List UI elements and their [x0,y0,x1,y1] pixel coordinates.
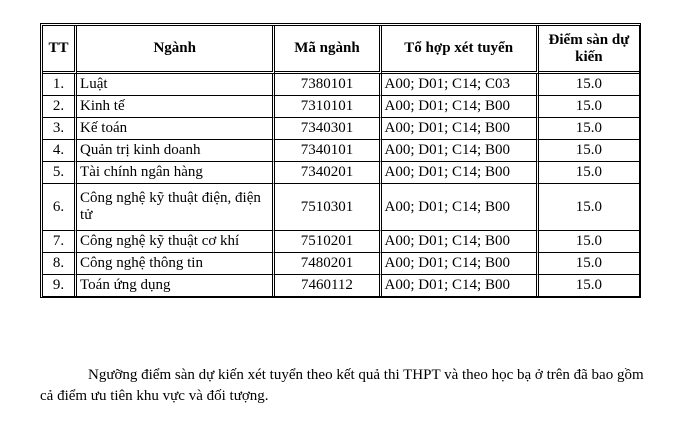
cell-nganh: Kinh tế [77,96,275,118]
cell-ma-nganh: 7380101 [275,74,381,96]
cell-nganh: Quản trị kinh doanh [77,140,275,162]
cell-diem: 15.0 [539,162,639,184]
cell-ma-nganh: 7480201 [275,253,381,275]
cell-diem: 15.0 [539,96,639,118]
cell-to-hop: A00; D01; C14; B00 [382,275,539,296]
table-row [43,231,639,253]
cell-ma-nganh: 7310101 [275,96,381,118]
table-header-row [43,26,639,74]
admission-score-table [40,23,641,298]
cell-ma-nganh: 7510201 [275,231,381,253]
header-diem-san: Điểm sàn dự kiến [539,26,639,74]
cell-nganh: Luật [77,74,275,96]
table-row [43,162,639,184]
cell-tt: 9. [43,275,77,296]
cell-to-hop: A00; D01; C14; B00 [382,140,539,162]
table-row [43,96,639,118]
cell-ma-nganh: 7340301 [275,118,381,140]
cell-diem: 15.0 [539,184,639,231]
cell-ma-nganh: 7510301 [275,184,381,231]
table-row [43,118,639,140]
table-row [43,184,639,231]
cell-nganh: Tài chính ngân hàng [77,162,275,184]
cell-diem: 15.0 [539,253,639,275]
cell-tt: 3. [43,118,77,140]
header-to-hop: Tổ hợp xét tuyển [382,26,539,74]
cell-diem: 15.0 [539,74,639,96]
cell-nganh: Kế toán [77,118,275,140]
cell-to-hop: A00; D01; C14; B00 [382,253,539,275]
cell-to-hop: A00; D01; C14; B00 [382,96,539,118]
table-row [43,275,639,296]
cell-tt: 5. [43,162,77,184]
cell-ma-nganh: 7460112 [275,275,381,296]
cell-tt: 7. [43,231,77,253]
cell-tt: 2. [43,96,77,118]
header-ma-nganh: Mã ngành [275,26,381,74]
cell-ma-nganh: 7340101 [275,140,381,162]
cell-to-hop: A00; D01; C14; B00 [382,184,539,231]
cell-to-hop: A00; D01; C14; B00 [382,118,539,140]
cell-to-hop: A00; D01; C14; B00 [382,162,539,184]
cell-diem: 15.0 [539,118,639,140]
table-row [43,140,639,162]
cell-diem: 15.0 [539,231,639,253]
cell-tt: 8. [43,253,77,275]
cell-tt: 4. [43,140,77,162]
header-nganh: Ngành [77,26,275,74]
cell-nganh: Công nghệ kỹ thuật cơ khí [77,231,275,253]
cell-ma-nganh: 7340201 [275,162,381,184]
cell-diem: 15.0 [539,140,639,162]
cell-tt: 1. [43,74,77,96]
cell-tt: 6. [43,184,77,231]
cell-diem: 15.0 [575,277,603,293]
cell-nganh: Công nghệ kỹ thuật điện, điện tử [77,184,275,231]
table-row [43,253,639,275]
cell-nganh: Công nghệ thông tin [77,253,275,275]
footnote-paragraph: Ngưỡng điểm sàn dự kiến xét tuyển theo kết quả thi THPT và theo học bạ ở trên đã bao gồm cả điểm ưu tiên khu vực và đối tượng. [40,367,644,404]
cell-to-hop: A00; D01; C14; B00 [382,231,539,253]
table-row [43,74,639,96]
cell-nganh: Toán ứng dụng [77,275,275,296]
header-tt: TT [43,26,77,74]
cell-to-hop: A00; D01; C14; C03 [382,74,539,96]
